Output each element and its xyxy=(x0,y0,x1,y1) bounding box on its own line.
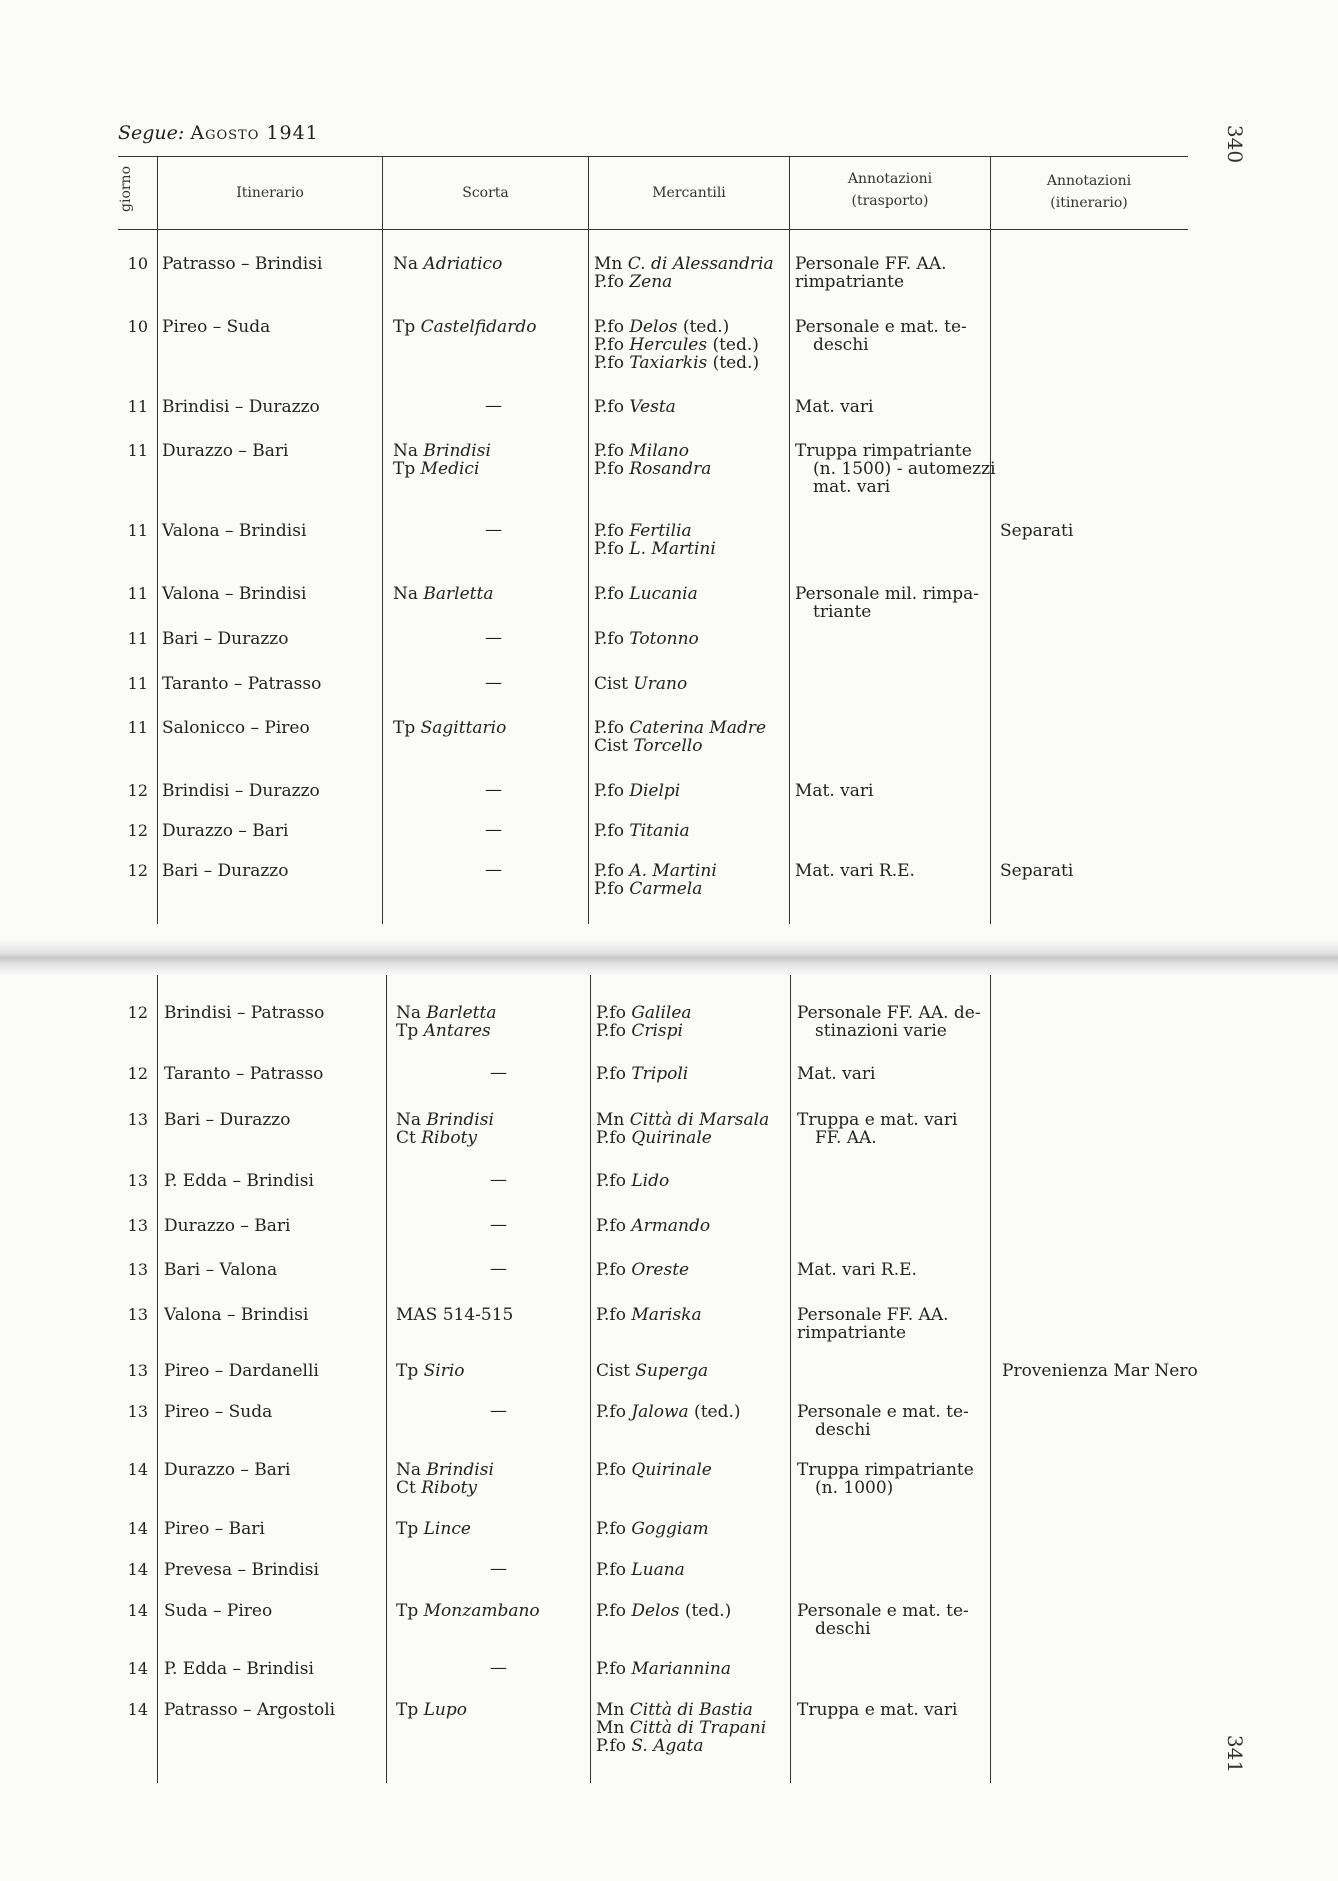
row-ship xyxy=(594,318,729,336)
row-escort-dash: — xyxy=(490,1063,507,1083)
row-ship-type: Mn xyxy=(594,254,623,274)
row-day: 10 xyxy=(127,254,148,273)
row-ship-type: Cist xyxy=(594,674,628,694)
row-ship-type: P.fo xyxy=(594,821,624,841)
row-escort xyxy=(396,1129,477,1147)
row-day: 12 xyxy=(127,1003,148,1022)
row-ship xyxy=(594,585,698,603)
col-head-annot-trasporto-2: (trasporto) xyxy=(851,193,929,209)
row-route: Pireo – Suda xyxy=(162,317,271,337)
row-day: 13 xyxy=(127,1361,148,1380)
row-ship-name: Galilea xyxy=(631,1003,692,1023)
row-ship xyxy=(594,675,687,693)
row-route: Prevesa – Brindisi xyxy=(164,1560,319,1580)
row-annotation-trasporto: Mat. vari xyxy=(795,781,874,801)
row-ship-name: Jalowa xyxy=(631,1402,689,1422)
row-annotation-itinerario: Separati xyxy=(1000,861,1074,881)
row-route: Brindisi – Patrasso xyxy=(164,1003,325,1023)
row-ship-type: P.fo xyxy=(594,584,624,604)
row-ship xyxy=(594,398,676,416)
row-ship xyxy=(594,255,774,273)
row-ship xyxy=(594,273,672,291)
row-ship xyxy=(596,1004,692,1022)
row-ship-type: P.fo xyxy=(594,521,624,541)
row-ship-name: Oreste xyxy=(631,1260,690,1280)
col-rule xyxy=(789,157,790,924)
row-ship-type: P.fo xyxy=(596,1460,626,1480)
row-ship-name: Delos xyxy=(629,317,678,337)
row-route: Pireo – Dardanelli xyxy=(164,1361,319,1381)
row-escort-type: Na xyxy=(396,1003,422,1023)
row-escort-type: Tp xyxy=(396,1021,419,1041)
row-ship-flag: (ted.) xyxy=(707,335,759,355)
col-head-annot-itinerario-2: (itinerario) xyxy=(1050,195,1128,211)
row-ship-type: P.fo xyxy=(596,1305,626,1325)
row-route: Valona – Brindisi xyxy=(162,584,307,604)
row-escort-name: Riboty xyxy=(421,1478,478,1498)
row-route: Durazzo – Bari xyxy=(164,1460,291,1480)
row-ship xyxy=(596,1362,708,1380)
row-ship-flag: (ted.) xyxy=(688,1402,741,1422)
col-rule xyxy=(590,975,591,1783)
row-ship-type: P.fo xyxy=(594,397,624,417)
row-ship-type: P.fo xyxy=(596,1021,626,1041)
row-annotation-trasporto: mat. vari xyxy=(813,477,891,497)
row-escort-type: Tp xyxy=(393,317,416,337)
row-ship-type: P.fo xyxy=(594,879,624,899)
row-escort-name: Sagittario xyxy=(420,718,507,738)
row-day: 11 xyxy=(127,674,148,693)
row-ship-type: P.fo xyxy=(594,317,624,337)
row-ship xyxy=(596,1217,710,1235)
row-escort-name: Brindisi xyxy=(426,1110,494,1130)
row-ship xyxy=(596,1461,712,1479)
row-escort-dash: — xyxy=(485,820,502,840)
row-ship-name: Vesta xyxy=(629,397,676,417)
row-day: 14 xyxy=(127,1601,148,1620)
row-ship-type: Mn xyxy=(596,1110,625,1130)
row-day: 14 xyxy=(127,1519,148,1538)
row-escort xyxy=(396,1461,494,1479)
row-route: Taranto – Patrasso xyxy=(162,674,322,694)
row-escort-dash: — xyxy=(485,628,502,648)
page-number-top: 340 xyxy=(1223,124,1248,164)
row-ship-name: Mariska xyxy=(631,1305,702,1325)
row-ship-type: Cist xyxy=(596,1361,630,1381)
row-ship xyxy=(596,1602,731,1620)
row-annotation-trasporto: Personale e mat. te- xyxy=(797,1601,969,1621)
row-escort xyxy=(393,442,491,460)
row-ship-type: P.fo xyxy=(594,861,624,881)
row-ship xyxy=(594,354,759,372)
row-annotation-trasporto: Truppa rimpatriante xyxy=(797,1460,974,1480)
row-ship-name: Hercules xyxy=(629,335,708,355)
col-head-giorno: giorno xyxy=(118,165,134,212)
row-ship xyxy=(594,862,717,880)
running-header xyxy=(118,122,319,144)
col-head-annot-itinerario-1: Annotazioni xyxy=(1046,173,1132,189)
col-head-annot-trasporto-1: Annotazioni xyxy=(847,171,933,187)
row-day: 14 xyxy=(127,1659,148,1678)
row-annotation-trasporto: Personale FF. AA. xyxy=(797,1305,949,1325)
row-escort-dash: — xyxy=(490,1170,507,1190)
row-annotation-trasporto: rimpatriante xyxy=(797,1323,907,1343)
row-ship xyxy=(594,442,689,460)
row-annotation-trasporto: stinazioni varie xyxy=(815,1021,947,1041)
row-ship-flag: (ted.) xyxy=(677,317,730,337)
row-ship xyxy=(594,782,680,800)
col-head-annot-trasporto xyxy=(790,168,990,212)
row-day: 11 xyxy=(127,718,148,737)
row-day: 12 xyxy=(127,861,148,880)
row-ship xyxy=(596,1065,688,1083)
row-ship-type: Cist xyxy=(594,736,628,756)
row-day: 14 xyxy=(127,1460,148,1479)
col-head-annot-itinerario xyxy=(991,170,1187,214)
row-annotation-trasporto: Personale FF. AA. xyxy=(795,254,947,274)
row-route: Valona – Brindisi xyxy=(164,1305,309,1325)
row-annotation-trasporto: Personale FF. AA. de- xyxy=(797,1003,981,1023)
row-ship-name: Rosandra xyxy=(629,459,712,479)
row-ship-name: Taxiarkis xyxy=(629,353,708,373)
row-ship-name: Lucania xyxy=(629,584,698,604)
row-annotation-trasporto: Personale mil. rimpa- xyxy=(795,584,980,604)
row-annotation-trasporto: Mat. vari R.E. xyxy=(797,1260,917,1280)
row-ship-name: Città di Trapani xyxy=(629,1718,767,1738)
row-escort-name: Barletta xyxy=(423,584,494,604)
row-ship-type: P.fo xyxy=(596,1064,626,1084)
row-ship-type: P.fo xyxy=(594,353,624,373)
row-day: 12 xyxy=(127,1064,148,1083)
row-escort-name: Lince xyxy=(423,1519,471,1539)
row-escort-dash: — xyxy=(490,1215,507,1235)
row-ship-type: P.fo xyxy=(596,1519,626,1539)
row-ship-flag: (ted.) xyxy=(679,1601,732,1621)
col-rule xyxy=(157,157,158,924)
row-escort-name: Riboty xyxy=(421,1128,478,1148)
row-ship-type: P.fo xyxy=(596,1402,626,1422)
col-rule xyxy=(990,157,991,924)
row-ship-name: Luana xyxy=(631,1560,685,1580)
row-ship-type: P.fo xyxy=(594,441,624,461)
row-ship-name: Quirinale xyxy=(631,1128,712,1148)
row-ship-name: Mariannina xyxy=(631,1659,732,1679)
row-escort-dash: — xyxy=(485,520,502,540)
row-ship-name: Torcello xyxy=(633,736,703,756)
row-day: 13 xyxy=(127,1402,148,1421)
row-ship-type: P.fo xyxy=(596,1659,626,1679)
row-escort-type: Tp xyxy=(393,718,416,738)
row-ship-name: Tripoli xyxy=(631,1064,689,1084)
row-escort-name: Sirio xyxy=(423,1361,465,1381)
header-prefix: Segue: xyxy=(118,122,185,144)
row-ship-type: P.fo xyxy=(596,1560,626,1580)
row-ship xyxy=(594,630,699,648)
row-ship-type: P.fo xyxy=(596,1171,626,1191)
row-ship-type: P.fo xyxy=(594,335,624,355)
row-escort xyxy=(396,1701,467,1719)
row-ship-name: Lido xyxy=(631,1171,670,1191)
row-escort-type: Na xyxy=(393,584,419,604)
row-ship xyxy=(596,1701,753,1719)
row-ship-name: A. Martini xyxy=(629,861,717,881)
row-escort-name: Brindisi xyxy=(423,441,491,461)
page-number-bottom: 341 xyxy=(1223,1734,1248,1774)
row-day: 13 xyxy=(127,1305,148,1324)
row-day: 11 xyxy=(127,441,148,460)
row-annotation-trasporto: rimpatriante xyxy=(795,272,905,292)
row-annotation-trasporto: Truppa e mat. vari xyxy=(797,1110,958,1130)
row-annotation-trasporto: deschi xyxy=(815,1619,871,1639)
row-ship xyxy=(596,1022,683,1040)
row-ship xyxy=(596,1403,741,1421)
row-ship-type: P.fo xyxy=(596,1601,626,1621)
row-ship-name: Carmela xyxy=(629,879,703,899)
row-escort xyxy=(396,1520,471,1538)
col-head-itinerario: Itinerario xyxy=(236,185,304,201)
row-escort-type: Tp xyxy=(396,1601,419,1621)
row-escort-dash: — xyxy=(490,1401,507,1421)
row-route: Valona – Brindisi xyxy=(162,521,307,541)
row-annotation-trasporto: Mat. vari xyxy=(795,397,874,417)
row-escort-type: Na xyxy=(396,1110,422,1130)
row-route: Salonicco – Pireo xyxy=(162,718,310,738)
row-ship-name: Crispi xyxy=(631,1021,683,1041)
row-day: 13 xyxy=(127,1216,148,1235)
row-annotation-trasporto: Truppa rimpatriante xyxy=(795,441,972,461)
row-escort-name: Adriatico xyxy=(423,254,503,274)
row-escort xyxy=(396,1602,540,1620)
row-ship-type: P.fo xyxy=(594,459,624,479)
row-escort-dash: — xyxy=(485,780,502,800)
row-escort xyxy=(393,460,479,478)
row-escort-type: Tp xyxy=(396,1361,419,1381)
row-escort xyxy=(393,585,493,603)
row-annotation-trasporto: deschi xyxy=(815,1420,871,1440)
row-ship-name: C. di Alessandria xyxy=(627,254,774,274)
row-escort-name: Antares xyxy=(423,1021,491,1041)
row-ship-name: Zena xyxy=(629,272,673,292)
row-escort xyxy=(393,255,502,273)
row-day: 12 xyxy=(127,821,148,840)
row-ship xyxy=(594,719,766,737)
row-escort-dash: — xyxy=(490,1658,507,1678)
col-rule xyxy=(790,975,791,1783)
row-escort-dash: — xyxy=(485,860,502,880)
row-route: Durazzo – Bari xyxy=(164,1216,291,1236)
row-escort-type: Tp xyxy=(396,1700,419,1720)
header-rule-bottom xyxy=(118,229,1188,230)
row-annotation-trasporto: triante xyxy=(813,602,872,622)
row-route: Brindisi – Durazzo xyxy=(162,781,320,801)
col-rule xyxy=(382,157,383,924)
row-ship-name: Dielpi xyxy=(629,781,681,801)
row-route: P. Edda – Brindisi xyxy=(164,1659,314,1679)
row-escort-dash: — xyxy=(490,1559,507,1579)
row-annotation-trasporto: Mat. vari R.E. xyxy=(795,861,915,881)
col-rule xyxy=(386,975,387,1783)
row-annotation-trasporto: Personale e mat. te- xyxy=(795,317,967,337)
row-route: Pireo – Suda xyxy=(164,1402,273,1422)
row-ship xyxy=(596,1129,712,1147)
row-route: Patrasso – Argostoli xyxy=(164,1700,336,1720)
row-ship-type: P.fo xyxy=(594,539,624,559)
row-ship xyxy=(596,1306,702,1324)
row-annotation-trasporto: Mat. vari xyxy=(797,1064,876,1084)
row-route: Bari – Durazzo xyxy=(164,1110,291,1130)
row-ship-name: Urano xyxy=(633,674,688,694)
row-ship xyxy=(596,1111,769,1129)
row-route: P. Edda – Brindisi xyxy=(164,1171,314,1191)
row-escort xyxy=(396,1111,494,1129)
col-head-scorta: Scorta xyxy=(462,185,509,201)
row-annotation-trasporto: (n. 1000) xyxy=(815,1478,894,1498)
row-ship-name: Goggiam xyxy=(631,1519,709,1539)
row-escort-name: Lupo xyxy=(423,1700,467,1720)
row-ship xyxy=(594,460,711,478)
header-month-year: Agosto 1941 xyxy=(190,122,319,144)
header-rule-top xyxy=(118,156,1188,157)
row-day: 14 xyxy=(127,1700,148,1719)
row-escort-name: Barletta xyxy=(426,1003,497,1023)
row-day: 12 xyxy=(127,781,148,800)
row-ship-name: Città di Marsala xyxy=(629,1110,770,1130)
row-ship-name: Superga xyxy=(635,1361,709,1381)
row-day: 13 xyxy=(127,1171,148,1190)
row-annotation-trasporto: (n. 1500) - automezzi xyxy=(813,459,996,479)
row-ship-name: Armando xyxy=(631,1216,711,1236)
row-ship-name: Milano xyxy=(629,441,689,461)
row-annotation-trasporto: Personale e mat. te- xyxy=(797,1402,969,1422)
row-day: 13 xyxy=(127,1260,148,1279)
row-escort-name: Medici xyxy=(420,459,480,479)
row-ship-type: P.fo xyxy=(594,781,624,801)
row-annotation-itinerario: Separati xyxy=(1000,521,1074,541)
row-escort-name: Castelfidardo xyxy=(420,317,537,337)
row-escort-type: Tp xyxy=(393,459,416,479)
row-route: Bari – Durazzo xyxy=(162,629,289,649)
row-escort-dash: — xyxy=(485,673,502,693)
row-ship-type: P.fo xyxy=(596,1128,626,1148)
row-ship-type: P.fo xyxy=(594,272,624,292)
row-escort xyxy=(393,719,506,737)
row-ship-name: Totonno xyxy=(629,629,699,649)
row-escort-type: Na xyxy=(393,441,419,461)
row-ship-type: P.fo xyxy=(594,629,624,649)
row-route: Durazzo – Bari xyxy=(162,441,289,461)
row-escort-name: Monzambano xyxy=(423,1601,540,1621)
row-ship-type: Mn xyxy=(596,1700,625,1720)
row-ship xyxy=(596,1660,731,1678)
row-escort xyxy=(393,318,536,336)
row-route: Durazzo – Bari xyxy=(162,821,289,841)
row-escort-type: Na xyxy=(396,1460,422,1480)
row-escort-type: Ct xyxy=(396,1478,416,1498)
row-escort-dash: — xyxy=(490,1259,507,1279)
row-route: Bari – Durazzo xyxy=(162,861,289,881)
row-day: 11 xyxy=(127,629,148,648)
row-ship-type: Mn xyxy=(596,1718,625,1738)
row-ship-name: L. Martini xyxy=(629,539,716,559)
row-ship xyxy=(596,1261,689,1279)
row-escort: MAS 514-515 xyxy=(396,1305,514,1325)
row-ship xyxy=(594,522,692,540)
row-route: Bari – Valona xyxy=(164,1260,278,1280)
row-ship xyxy=(596,1561,685,1579)
row-ship-flag: (ted.) xyxy=(707,353,760,373)
row-ship-name: Città di Bastia xyxy=(629,1700,753,1720)
row-route: Taranto – Patrasso xyxy=(164,1064,324,1084)
row-escort-type: Na xyxy=(393,254,419,274)
page-fold xyxy=(0,940,1338,976)
row-ship xyxy=(596,1172,669,1190)
row-ship-name: Delos xyxy=(631,1601,680,1621)
row-ship-name: Caterina Madre xyxy=(629,718,767,738)
row-ship-name: Quirinale xyxy=(631,1460,712,1480)
row-route: Suda – Pireo xyxy=(164,1601,273,1621)
row-escort xyxy=(396,1022,491,1040)
row-day: 11 xyxy=(127,397,148,416)
row-ship xyxy=(594,336,759,354)
row-ship-name: Fertilia xyxy=(629,521,692,541)
row-ship xyxy=(594,822,690,840)
row-annotation-trasporto: Truppa e mat. vari xyxy=(797,1700,958,1720)
col-rule xyxy=(157,975,158,1783)
col-head-mercantili: Mercantili xyxy=(652,185,726,201)
row-escort xyxy=(396,1479,477,1497)
row-day: 11 xyxy=(127,584,148,603)
row-annotation-itinerario: Provenienza Mar Nero xyxy=(1002,1361,1198,1381)
row-escort xyxy=(396,1362,465,1380)
row-escort-name: Brindisi xyxy=(426,1460,494,1480)
row-ship-type: P.fo xyxy=(596,1736,626,1756)
row-annotation-trasporto: deschi xyxy=(813,335,869,355)
row-route: Brindisi – Durazzo xyxy=(162,397,320,417)
row-escort-type: Tp xyxy=(396,1519,419,1539)
row-ship xyxy=(594,540,716,558)
row-ship-name: Titania xyxy=(629,821,690,841)
row-ship xyxy=(596,1719,766,1737)
col-rule xyxy=(588,157,589,924)
row-ship xyxy=(596,1737,703,1755)
row-route: Pireo – Bari xyxy=(164,1519,265,1539)
col-rule xyxy=(990,975,991,1783)
row-day: 11 xyxy=(127,521,148,540)
row-ship-name: S. Agata xyxy=(631,1736,704,1756)
row-ship-type: P.fo xyxy=(596,1260,626,1280)
row-ship-type: P.fo xyxy=(596,1216,626,1236)
row-escort-dash: — xyxy=(485,396,502,416)
row-day: 14 xyxy=(127,1560,148,1579)
row-route: Patrasso – Brindisi xyxy=(162,254,323,274)
row-escort-type: Ct xyxy=(396,1128,416,1148)
row-escort xyxy=(396,1004,496,1022)
row-ship xyxy=(596,1520,709,1538)
row-day: 13 xyxy=(127,1110,148,1129)
row-ship-type: P.fo xyxy=(596,1003,626,1023)
row-ship xyxy=(594,880,702,898)
row-day: 10 xyxy=(127,317,148,336)
row-ship-type: P.fo xyxy=(594,718,624,738)
row-annotation-trasporto: FF. AA. xyxy=(815,1128,877,1148)
row-ship xyxy=(594,737,702,755)
